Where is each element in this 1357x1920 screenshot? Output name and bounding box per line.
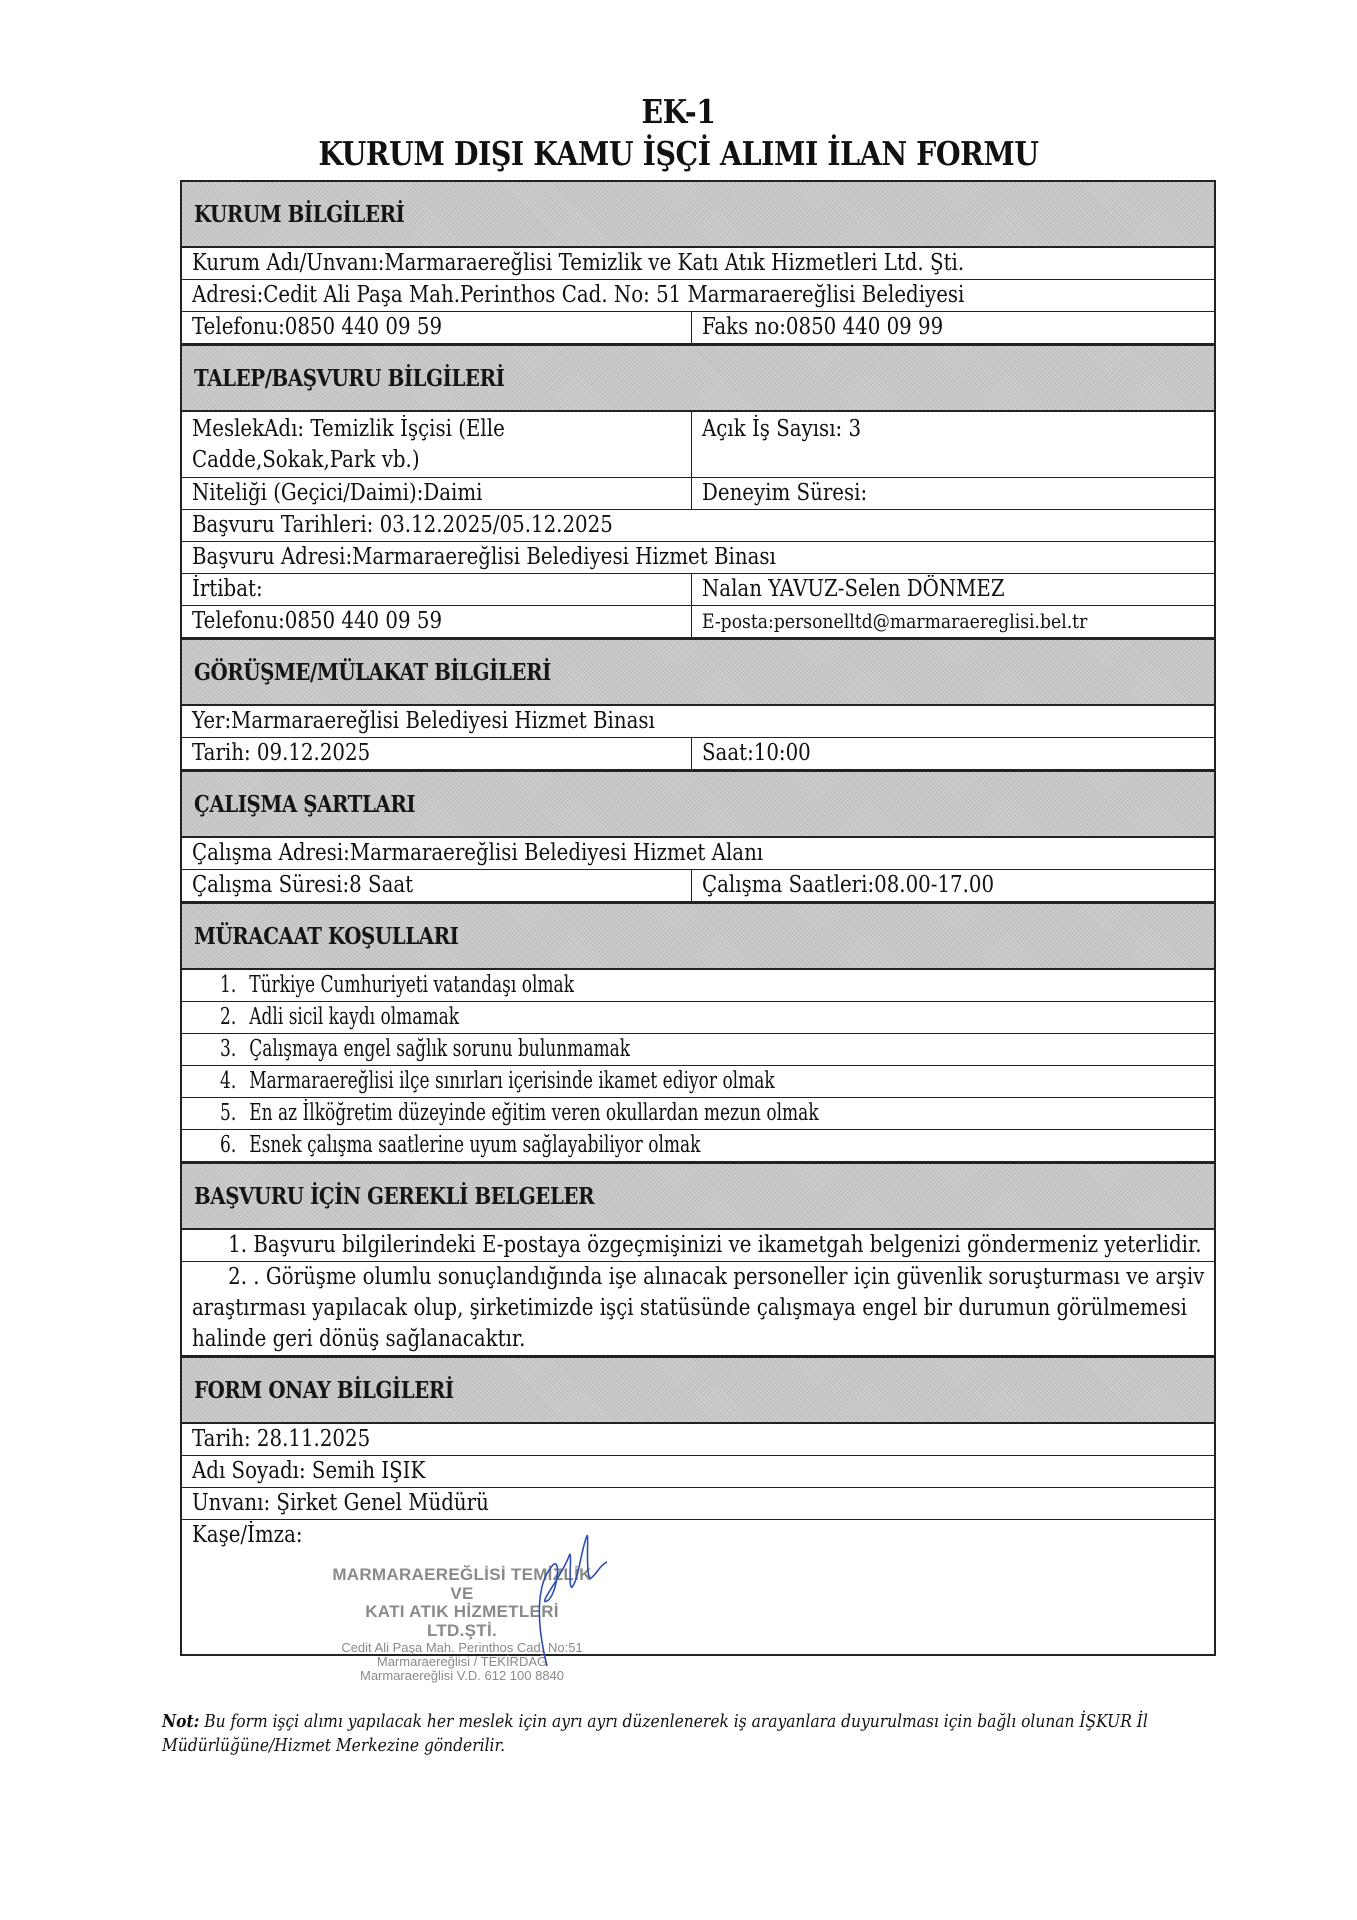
annex-label: EK-1 [641,92,716,131]
work-hours-row [182,870,1214,902]
institution-fax: Faks no:0850 440 09 99 [702,314,944,340]
condition-item [182,970,1214,1002]
condition-number: 5. [220,1100,237,1126]
application-dates: Başvuru Tarihleri: 03.12.2025/05.12.2025 [192,512,613,538]
contact-label: İrtibat: [192,576,263,602]
document-item [182,1262,1214,1356]
section-title: FORM ONAY BİLGİLERİ [194,1376,454,1404]
stamp-signature-area [182,1520,1214,1684]
section-header-required-documents [182,1162,1214,1230]
condition-number: 4. [220,1068,237,1094]
approval-date: Tarih: 28.11.2025 [192,1426,371,1452]
application-phone: Telefonu:0850 440 09 59 [192,608,443,634]
condition-text: Türkiye Cumhuriyeti vatandaşı olmak [249,972,575,998]
form-title: KURUM DIŞI KAMU İŞÇİ ALIMI İLAN FORMU [318,134,1039,173]
section-header-working-conditions [182,770,1214,838]
announcement-form [180,180,1216,1684]
nature-row [182,478,1214,510]
condition-text: Marmaraereğlisi ilçe sınırları içerisinde ikamet ediyor olmak [249,1068,775,1094]
job-nature: Niteliği (Geçici/Daimi):Daimi [192,480,483,506]
application-email[interactable]: E-posta:personelltd@marmaraereglisi.bel.tr [702,609,1088,633]
stamp-line: MARMARAEREĞLİSİ TEMİZLİK VE [332,1565,592,1603]
application-address: Başvuru Adresi:Marmaraereğlisi Belediyesi Hizmet Binası [192,544,776,570]
contact-row [182,574,1214,606]
condition-item [182,1098,1214,1130]
application-dates-row [182,510,1214,542]
section-title: BAŞVURU İÇİN GEREKLİ BELGELER [194,1182,595,1210]
section-header-form-approval [182,1356,1214,1424]
document-text: 1. Başvuru bilgilerindeki E-postaya özgeçmişinizi ve ikametgah belgenizi göndermeniz yeterlidir. [228,1232,1202,1258]
condition-item [182,1066,1214,1098]
occupation-row [182,412,1214,478]
work-address-row [182,838,1214,870]
stamp-line: Marmaraereğlisi V.D. 612 100 8840 [359,1668,565,1684]
approver-name-row [182,1456,1214,1488]
institution-phone: Telefonu:0850 440 09 59 [192,314,443,340]
note-text: Bu form işçi alımı yapılacak her meslek için ayrı ayrı düzenlenerek iş arayanlara duyurulması için bağlı olunan İŞKUR İl Müdürlüğüne/Hizmet Merkezine gönderilir. [162,1711,1148,1756]
interview-place: Yer:Marmaraereğlisi Belediyesi Hizmet Binası [192,708,655,734]
stamp-line: Cedit Ali Paşa Mah. Perinthos Cad. No:51 [341,1639,583,1655]
application-contact-row [182,606,1214,638]
condition-item [182,1130,1214,1162]
section-title: GÖRÜŞME/MÜLAKAT BİLGİLERİ [194,658,551,686]
condition-item [182,1034,1214,1066]
institution-address-row [182,280,1214,312]
condition-item [182,1002,1214,1034]
section-header-institution [182,180,1214,248]
condition-text: Çalışmaya engel sağlık sorunu bulunmamak [249,1036,631,1062]
section-header-application-conditions [182,902,1214,970]
section-title: KURUM BİLGİLERİ [194,200,405,228]
interview-date: Tarih: 09.12.2025 [192,740,371,766]
condition-text: En az İlköğretim düzeyinde eğitim veren okullardan mezun olmak [249,1100,819,1126]
condition-number: 2. [220,1004,237,1030]
section-title: TALEP/BAŞVURU BİLGİLERİ [194,364,505,392]
institution-name: Kurum Adı/Unvanı:Marmaraereğlisi Temizlik ve Katı Atık Hizmetleri Ltd. Şti. [192,250,965,276]
condition-number: 1. [220,972,237,998]
stamp-line: Marmaraereğlisi / TEKİRDAĞ [376,1654,548,1670]
institution-contact-row [182,312,1214,344]
experience-duration: Deneyim Süresi: [702,480,868,506]
institution-address: Adresi:Cedit Ali Paşa Mah.Perinthos Cad. No: 51 Marmaraereğlisi Belediyesi [192,282,965,308]
note-label: Not: [162,1711,200,1732]
section-header-application [182,344,1214,412]
interview-time-row [182,738,1214,770]
approver-title: Unvanı: Şirket Genel Müdürü [192,1490,489,1516]
stamp-line: KATI ATIK HİZMETLERİ LTD.ŞTİ. [365,1602,559,1641]
contact-names: Nalan YAVUZ-Selen DÖNMEZ [702,576,1005,602]
approval-date-row [182,1424,1214,1456]
work-address: Çalışma Adresi:Marmaraereğlisi Belediyesi Hizmet Alanı [192,840,764,866]
stamp-signature-label: Kaşe/İmza: [192,1522,303,1548]
approver-name: Adı Soyadı: Semih IŞIK [192,1458,426,1484]
footer-note [162,1710,1222,1758]
condition-number: 6. [220,1132,237,1158]
work-duration: Çalışma Süresi:8 Saat [192,872,414,898]
work-hours: Çalışma Saatleri:08.00-17.00 [702,872,995,898]
institution-name-row [182,248,1214,280]
document-item [182,1230,1214,1262]
section-title: MÜRACAAT KOŞULLARI [194,922,459,950]
condition-text: Adli sicil kaydı olmamak [249,1004,460,1030]
approver-title-row [182,1488,1214,1520]
signature-icon [507,1526,617,1676]
condition-text: Esnek çalışma saatlerine uyum sağlayabiliyor olmak [249,1132,701,1158]
application-address-row [182,542,1214,574]
interview-place-row [182,706,1214,738]
condition-number: 3. [220,1036,237,1062]
document-text: 2. . Görüşme olumlu sonuçlandığında işe alınacak personeller için güvenlik soruşturması ve arşiv araştırması yapılacak olup, şirketimizde işçi statüsünde çalışmaya engel bir durumun görülmemesi halinde geri dönüş sağlanacaktır. [192,1264,1205,1352]
interview-time: Saat:10:00 [702,740,811,766]
section-header-interview [182,638,1214,706]
open-positions: Açık İş Sayısı: 3 [702,416,862,442]
occupation-name: MeslekAdı: Temizlik İşçisi (Elle Cadde,Sokak,Park vb.) [192,416,505,473]
section-title: ÇALIŞMA ŞARTLARI [194,790,416,818]
